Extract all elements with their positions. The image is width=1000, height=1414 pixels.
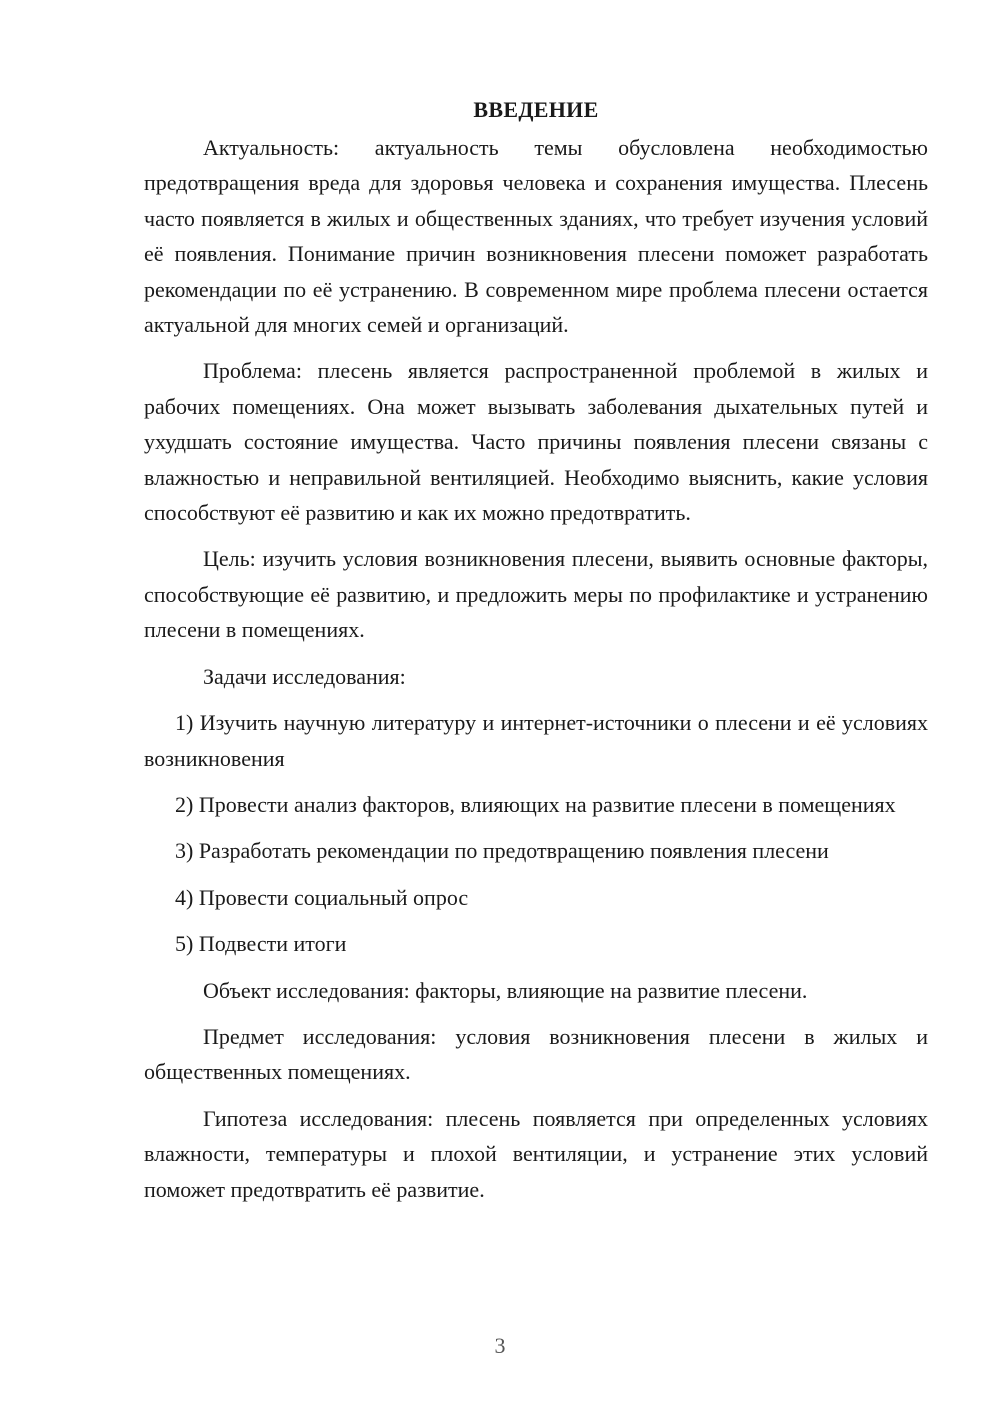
paragraph-tasks-heading: Задачи исследования: (203, 663, 406, 689)
page-number: 3 (494, 1333, 506, 1358)
paragraph-goal: Цель: изучить условия возникновения плесени, выявить основные факторы, способствующие её развитию, и предложить меры по профилактике и устранению плесени в помещениях. (144, 546, 928, 643)
section-heading: ВВЕДЕНИЕ (473, 97, 599, 122)
paragraph-object: Объект исследования: факторы, влияющие на развитие плесени. (203, 977, 808, 1003)
paragraph-hypothesis: Гипотеза исследования: плесень появляется при определенных условиях влажности, температуры и плохой вентиляции, и устранение этих условий поможет предотвратить её развитие. (144, 1105, 928, 1202)
document-page (144, 92, 928, 1218)
paragraph-subject: Предмет исследования: условия возникновения плесени в жилых и общественных помещениях. (144, 1023, 928, 1085)
task-item: 1) Изучить научную литературу и интернет-источники о плесени и её условиях возникновения (144, 710, 928, 771)
paragraph-relevance: Актуальность: актуальность темы обусловлена необходимостью предотвращения вреда для здоровья человека и сохранения имущества. Плесень часто появляется в жилых и общественных зданиях, что требует изучения условий её появления. Понимание причин возникновения плесени поможет разработать рекомендации по её устранению. В современном мире проблема плесени остается актуальной для многих семей и организаций. (144, 135, 928, 338)
task-item: 3) Разработать рекомендации по предотвращению появления плесени (175, 838, 829, 864)
paragraph-problem: Проблема: плесень является распространенной проблемой в жилых и рабочих помещениях. Она может вызывать заболевания дыхательных путей и ухудшать состояние имущества. Часто причины появления плесени связаны с влажностью и неправильной вентиляцией. Необходимо выяснить, какие условия способствуют её развитию и как их можно предотвратить. (144, 358, 928, 526)
task-item: 2) Провести анализ факторов, влияющих на развитие плесени в помещениях (175, 791, 896, 817)
task-item: 4) Провести социальный опрос (175, 884, 469, 910)
task-item: 5) Подвести итоги (175, 931, 347, 957)
